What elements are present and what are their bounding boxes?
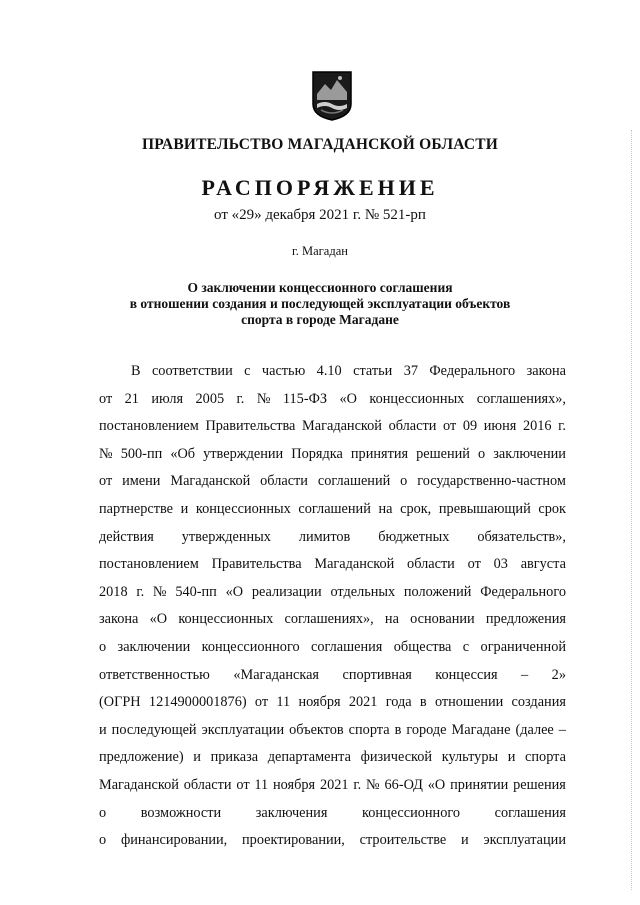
body-word: г. — [558, 418, 566, 435]
body-line — [99, 415, 566, 443]
body-word: В — [131, 363, 141, 379]
body-word: от — [254, 694, 269, 711]
body-word: основании — [410, 611, 475, 628]
date-number-line: от «29» декабря 2021 г. № 521-рп — [214, 207, 426, 223]
body-word: от — [99, 390, 113, 407]
body-word: городе — [406, 721, 447, 738]
body-word: № — [256, 390, 271, 407]
body-word: № — [366, 776, 380, 793]
body-word: соглашениях», — [284, 611, 374, 628]
body-word: последующей — [111, 721, 197, 738]
body-line — [99, 581, 566, 609]
body-line — [99, 526, 566, 554]
body-word: срок, — [400, 500, 432, 517]
body-word: закона — [99, 611, 139, 628]
document-title — [100, 280, 540, 328]
body-word: строительстве — [359, 832, 447, 849]
body-word: 21 — [124, 390, 139, 407]
body-word: заключении — [493, 445, 566, 462]
body-word: с — [462, 638, 470, 655]
body-word: утвержденных — [181, 528, 271, 545]
body-word: июля — [151, 390, 184, 407]
body-text — [99, 360, 566, 857]
body-word: и — [507, 749, 516, 766]
body-word: в — [419, 694, 427, 711]
body-word: физической — [360, 749, 433, 766]
body-word: проектировании, — [242, 832, 345, 849]
body-word: соглашения — [494, 804, 566, 821]
body-word: 500-пп — [120, 445, 163, 462]
body-word: ответственностью — [99, 666, 210, 683]
body-word: соглашений — [317, 473, 391, 490]
body-line — [99, 691, 566, 719]
body-word: «Магаданская — [233, 666, 320, 683]
body-word: года — [385, 694, 412, 711]
body-word: (далее — [515, 721, 554, 738]
body-word: (ОГРН — [99, 694, 141, 711]
body-word: Магаданской — [99, 776, 179, 793]
body-line — [99, 802, 566, 830]
body-word: с — [244, 363, 251, 379]
body-word: превышающий — [438, 500, 531, 517]
body-word: действия — [99, 528, 154, 545]
body-line — [99, 360, 566, 388]
body-word: предложение) — [99, 749, 184, 766]
body-word: на — [378, 500, 393, 517]
body-word: области — [388, 418, 437, 435]
body-word: концессионных — [195, 500, 291, 517]
body-word: № — [99, 445, 113, 462]
body-word: Порядка — [291, 445, 343, 462]
body-word: спорта — [525, 749, 566, 766]
body-word: 2021 — [319, 776, 349, 793]
body-word: постановлением — [99, 418, 199, 435]
body-word: имени — [122, 473, 161, 490]
body-word: – — [521, 666, 529, 683]
body-word: «О — [225, 583, 244, 600]
body-word: срок — [538, 500, 566, 517]
body-line — [99, 388, 566, 416]
body-word: концессионных — [369, 390, 465, 407]
body-word: ноября — [298, 694, 341, 711]
body-word: приказа — [210, 749, 259, 766]
body-word: Правительства — [211, 556, 302, 573]
body-word: Магаданской — [302, 418, 382, 435]
body-word: государственно-частном — [417, 473, 566, 490]
body-word: в — [394, 721, 402, 738]
body-word: статьи — [353, 363, 393, 379]
body-word: отдельных — [330, 583, 396, 600]
body-word: 2» — [551, 666, 566, 683]
body-word: концессионного — [362, 804, 461, 821]
body-word: Федерального — [429, 363, 516, 379]
body-word: и — [193, 749, 201, 766]
body-word: 11 — [276, 694, 291, 711]
body-word: 2005 — [195, 390, 225, 407]
body-word: предложения — [485, 611, 566, 628]
body-word: отношении — [434, 694, 504, 711]
body-word: 1214900001876) — [148, 694, 247, 711]
body-word: о — [400, 473, 408, 490]
body-word: и — [180, 500, 189, 517]
body-word: № — [152, 583, 167, 600]
body-word: 37 — [403, 363, 418, 379]
body-word: общества — [393, 638, 452, 655]
body-word: и — [461, 832, 469, 849]
body-word: от — [99, 473, 113, 490]
body-word: 66-ОД — [384, 776, 423, 793]
body-word: г. — [353, 776, 362, 793]
body-line — [99, 470, 566, 498]
body-line — [99, 443, 566, 471]
body-word: «Об — [170, 445, 196, 462]
body-word: постановлением — [99, 556, 199, 573]
body-word: от — [467, 556, 481, 573]
body-word: области — [183, 776, 232, 793]
body-word: лимитов — [298, 528, 351, 545]
body-word: о — [478, 445, 486, 462]
scan-edge-divider — [631, 130, 634, 890]
body-word: от — [443, 418, 457, 435]
body-word: закона — [526, 363, 566, 379]
title-line: О заключении концессионного соглашения — [187, 280, 453, 295]
city-name: г. Магадан — [292, 244, 348, 258]
body-word: г. — [236, 390, 245, 407]
body-word: спортивная — [342, 666, 412, 683]
body-line — [99, 636, 566, 664]
body-word: «О — [339, 390, 357, 407]
body-word: решения — [513, 776, 566, 793]
body-word: 4.10 — [316, 363, 342, 379]
body-word: Магаданской — [170, 473, 251, 490]
body-word: утверждении — [203, 445, 284, 462]
body-word: 03 — [493, 556, 508, 573]
body-word: 2021 — [348, 694, 378, 711]
body-line — [99, 829, 566, 857]
body-word: принятии — [450, 776, 509, 793]
body-word: Магаданской — [314, 556, 395, 573]
body-word: концессия — [435, 666, 498, 683]
body-word: 2018 — [99, 583, 128, 600]
body-word: 2016 — [522, 418, 552, 435]
body-line — [99, 774, 566, 802]
body-word: 115-ФЗ — [282, 390, 328, 407]
body-word: о — [99, 638, 107, 655]
body-word: спорта — [348, 721, 390, 738]
body-word: «О — [149, 611, 168, 628]
body-word: объектов — [289, 721, 344, 738]
body-word: Федерального — [480, 583, 566, 600]
body-word: июня — [483, 418, 517, 435]
body-word: о — [99, 832, 107, 849]
title-line: спорта в городе Магадане — [241, 312, 399, 327]
body-word: Правительства — [205, 418, 296, 435]
body-word: области — [260, 473, 308, 490]
body-word: о — [99, 804, 107, 821]
body-word: финансировании, — [120, 832, 228, 849]
body-word: соответствии — [151, 363, 233, 379]
body-word: реализации — [251, 583, 322, 600]
body-word: принятия — [350, 445, 409, 462]
body-word: и — [99, 721, 107, 738]
coat-of-arms-emblem — [311, 70, 353, 122]
body-word: решений — [416, 445, 470, 462]
body-word: августа — [520, 556, 566, 573]
body-word: «О — [427, 776, 446, 793]
body-word: от — [236, 776, 250, 793]
body-word: создания — [511, 694, 566, 711]
body-word: ограниченной — [480, 638, 566, 655]
body-word: положений — [403, 583, 472, 600]
body-word: эксплуатации — [201, 721, 285, 738]
body-word: 540-пп — [175, 583, 217, 600]
body-word: соглашения — [311, 638, 383, 655]
body-word: культуры — [441, 749, 499, 766]
government-name: ПРАВИТЕЛЬСТВО МАГАДАНСКОЙ ОБЛАСТИ — [141, 136, 499, 153]
title-line: в отношении создания и последующей эксплуатации объектов — [129, 296, 511, 311]
body-word: возможности — [140, 804, 222, 821]
body-word: – — [558, 721, 566, 738]
body-word: соглашениях», — [476, 390, 566, 407]
body-word: концессионного — [201, 638, 300, 655]
body-word: бюджетных — [378, 528, 450, 545]
body-word: Магадане — [451, 721, 511, 738]
body-line — [99, 498, 566, 526]
body-line — [99, 719, 566, 747]
body-line — [99, 746, 566, 774]
body-word: эксплуатации — [483, 832, 566, 849]
body-word: ноября — [273, 776, 316, 793]
body-word: обязательств», — [477, 528, 566, 545]
body-word: частью — [261, 363, 306, 379]
body-word: г. — [136, 583, 145, 600]
body-word: на — [384, 611, 399, 628]
body-word: соглашений — [298, 500, 371, 517]
body-word: заключении — [117, 638, 191, 655]
body-word: 11 — [254, 776, 269, 793]
body-word: партнерстве — [99, 500, 173, 517]
body-word: концессионных — [178, 611, 274, 628]
body-word: заключения — [255, 804, 328, 821]
document-type-heading: РАСПОРЯЖЕНИЕ — [201, 175, 439, 200]
body-word: 09 — [462, 418, 478, 435]
body-line — [99, 664, 566, 692]
body-word: области — [407, 556, 455, 573]
body-line — [99, 608, 566, 636]
body-line — [99, 553, 566, 581]
body-word: департамента — [267, 749, 351, 766]
